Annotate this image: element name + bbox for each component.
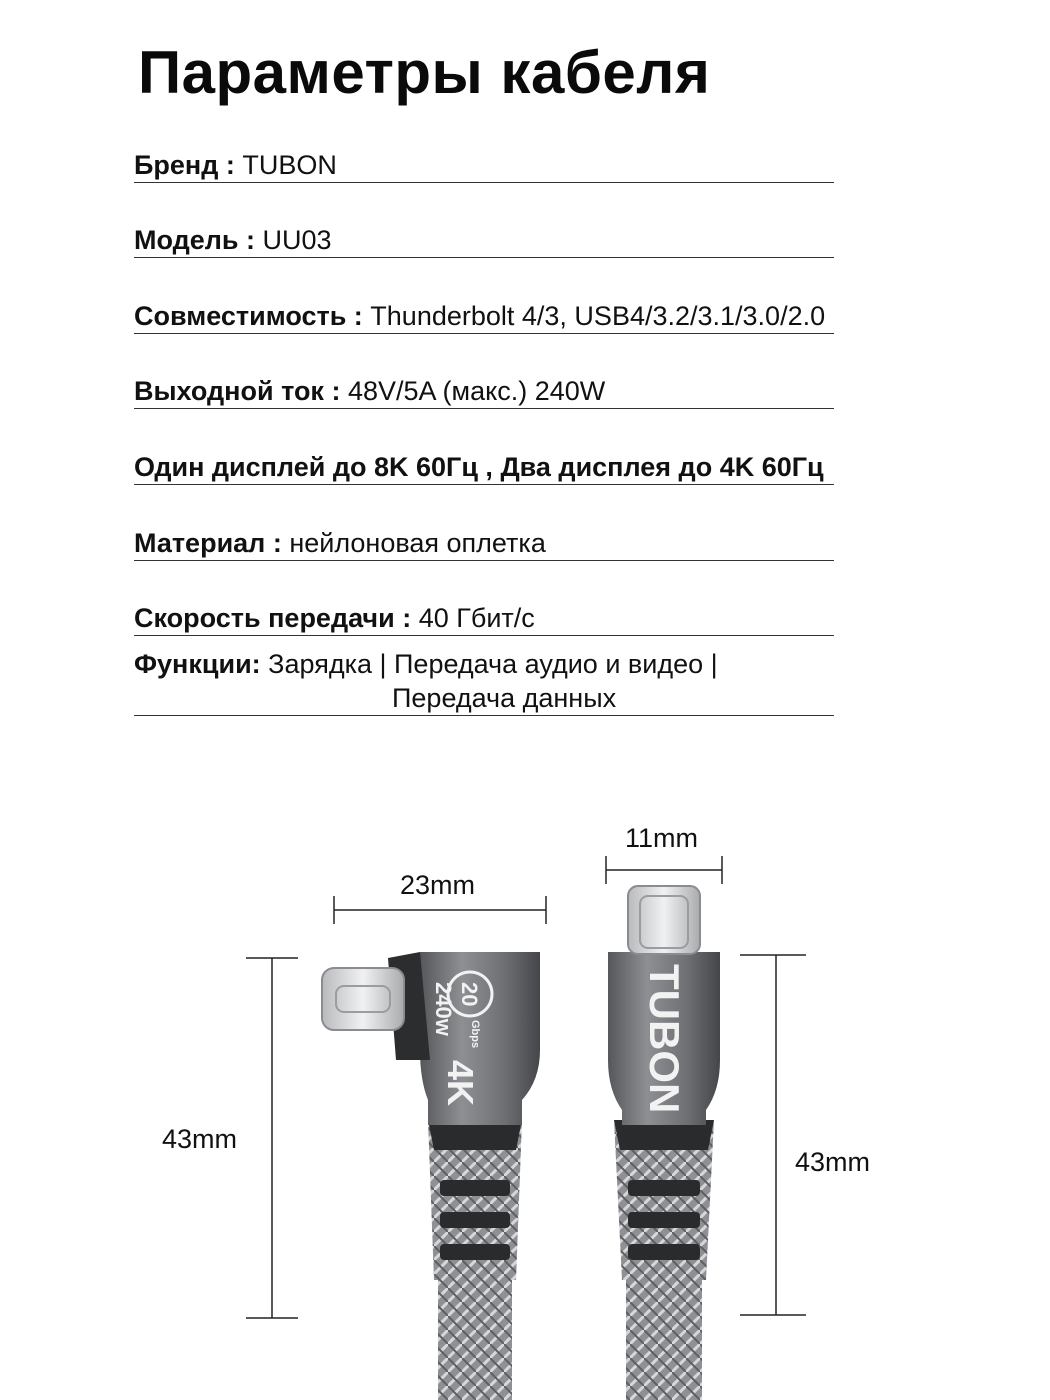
dim-straight-width: 11mm [625,823,699,853]
spec-functions [134,647,834,716]
dim-line-straight-width [606,856,722,884]
spec-value: 40 Гбит/с [418,603,535,633]
spec-brand [134,148,834,183]
angled-connector [322,952,540,1400]
dim-straight-height: 43mm [795,1147,871,1177]
straight-connector [608,886,720,1400]
connector-speed: 20 [457,982,482,1007]
spec-transfer-speed [134,601,834,636]
spec-display [134,450,834,485]
spec-value: Thunderbolt 4/3, USB4/3.2/3.1/3.0/2.0 [370,301,826,331]
spec-label: Совместимость : [134,301,371,331]
cable-diagram [0,780,1050,1400]
dim-angled-height: 43mm [162,1124,238,1154]
spec-value: Зарядка | Передача аудио и видео | [268,649,718,679]
spec-label: Выходной ток : [134,376,348,406]
spec-compatibility [134,299,834,334]
connector-power: 240w [431,982,456,1036]
spec-label: Материал : [134,528,290,558]
dim-line-angled-height [246,958,298,1318]
spec-value: 48V/5A (макс.) 240W [347,376,606,406]
spec-material [134,526,834,561]
spec-label: Один дисплей до 8K 60Гц , Два дисплея до 4K 60Гц [134,452,824,482]
dim-angled-width: 23mm [400,870,476,900]
spec-label: Бренд : [134,150,243,180]
page-title: Параметры кабеля [138,39,711,106]
spec-label: Модель : [134,225,263,255]
connector-resolution: 4K [440,1060,481,1107]
spec-value: нейлоновая оплетка [289,528,546,558]
dim-line-angled-width [334,896,546,924]
connector-brand: TUBON [641,964,688,1114]
spec-label: Скорость передачи : [134,603,419,633]
connector-speed-unit: Gbps [469,1020,481,1049]
spec-value-line2: Передача данных [392,683,617,713]
dim-line-straight-height [740,955,806,1315]
spec-value: TUBON [242,150,337,180]
spec-output-current [134,374,834,409]
spec-label: Функции: [134,649,269,679]
spec-value: UU03 [262,225,332,255]
spec-model [134,223,834,258]
